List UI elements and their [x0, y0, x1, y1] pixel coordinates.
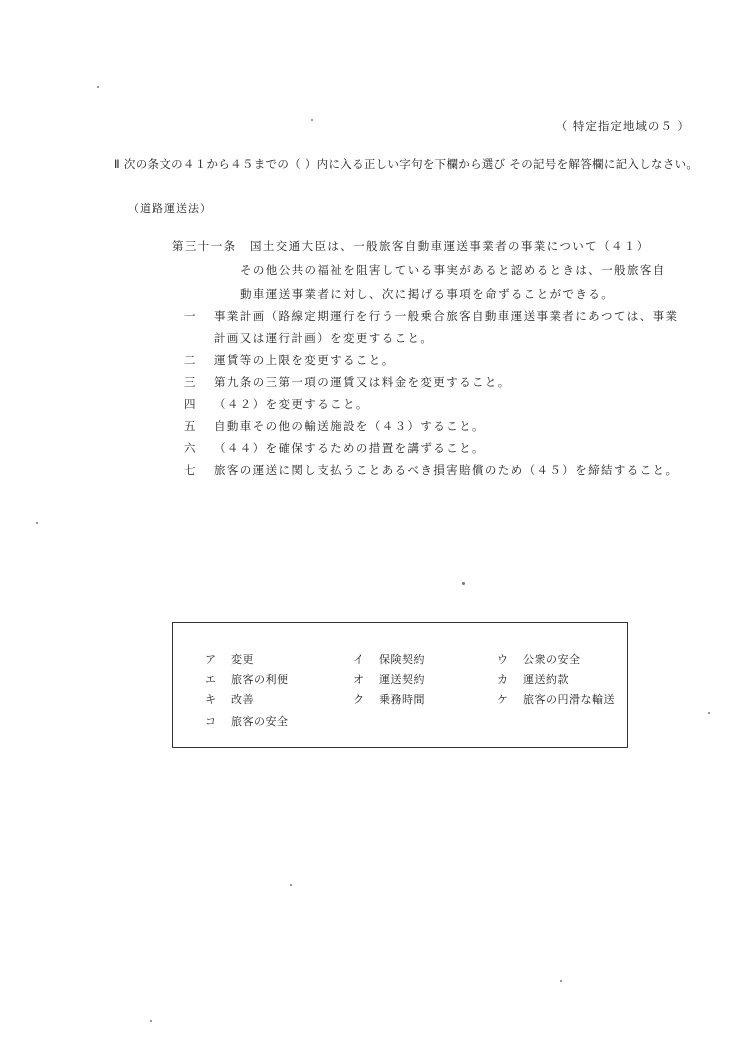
item-text: 自動車その他の輸送施設を（４３）すること。 [214, 419, 485, 433]
item-number: 五 [184, 419, 197, 433]
scan-speck [311, 119, 313, 121]
item-3 [184, 374, 511, 390]
region-header: （ 特定指定地域の５ ） [555, 119, 690, 133]
item-number: 七 [184, 463, 197, 477]
item-number: 一 [184, 309, 197, 323]
item-number: 三 [184, 375, 197, 389]
item-1 [184, 308, 678, 324]
scan-speck [560, 980, 562, 982]
choice-ka: カ 運送約款 [497, 673, 569, 686]
item-4 [184, 396, 369, 412]
item-number: 二 [184, 353, 197, 367]
item-6 [184, 440, 485, 456]
item-text: 事業計画（路線定期運行を行う一般乗合旅客自動車運送事業者にあつては、事業 [214, 309, 679, 323]
choice-u: ウ 公衆の安全 [497, 653, 581, 666]
choice-ke: ケ 旅客の円滑な輸送 [497, 693, 615, 706]
scan-speck [36, 522, 38, 524]
scan-speck [708, 712, 710, 714]
scan-speck [290, 884, 292, 886]
choice-ku: ク 乗務時間 [353, 693, 425, 706]
choice-ko: コ 旅客の安全 [205, 715, 289, 728]
item-number: 六 [184, 441, 197, 455]
item-text: 運賃等の上限を変更すること。 [214, 353, 395, 367]
article-line-3: 動車運送事業者に対し、次に掲げる事項を命ずることができる。 [240, 287, 615, 301]
article-line-2: その他公共の福祉を阻害している事実があると認めるときは、一般旅客自 [240, 263, 666, 277]
choice-a: ア 変更 [205, 653, 254, 666]
item-text: 第九条の三第一項の運賃又は料金を変更すること。 [214, 375, 511, 389]
item-1-continued: 計画又は運行計画）を変更すること。 [214, 331, 434, 345]
scan-speck [150, 1020, 152, 1022]
scan-speck [462, 582, 465, 585]
choice-i: イ 保険契約 [353, 653, 425, 666]
item-7 [184, 462, 678, 478]
item-5 [184, 418, 485, 434]
item-text: 旅客の運送に関し支払うことあるべき損害賠償のため（４５）を締結すること。 [214, 463, 679, 477]
item-2 [184, 352, 395, 368]
item-text: （４２）を変更すること。 [214, 397, 369, 411]
answer-choices-box [172, 622, 628, 748]
law-name: （道路運送法） [128, 202, 212, 215]
choice-e: エ 旅客の利便 [205, 673, 289, 686]
question-instruction: Ⅱ 次の条文の４１から４５までの（ ）内に入る正しい字句を下欄から選び その記号を解答欄に記入しなさい。 [114, 157, 699, 171]
item-text: （４４）を確保するための措置を講ずること。 [214, 441, 485, 455]
article-line-1: 国土交通大臣は、一般旅客自動車運送事業者の事業について（４１） [250, 239, 650, 253]
scan-speck [97, 86, 99, 88]
article-number: 第三十一条 [172, 239, 237, 253]
choice-o: オ 運送契約 [353, 673, 425, 686]
item-number: 四 [184, 397, 197, 411]
choice-ki: キ 改善 [205, 693, 254, 706]
